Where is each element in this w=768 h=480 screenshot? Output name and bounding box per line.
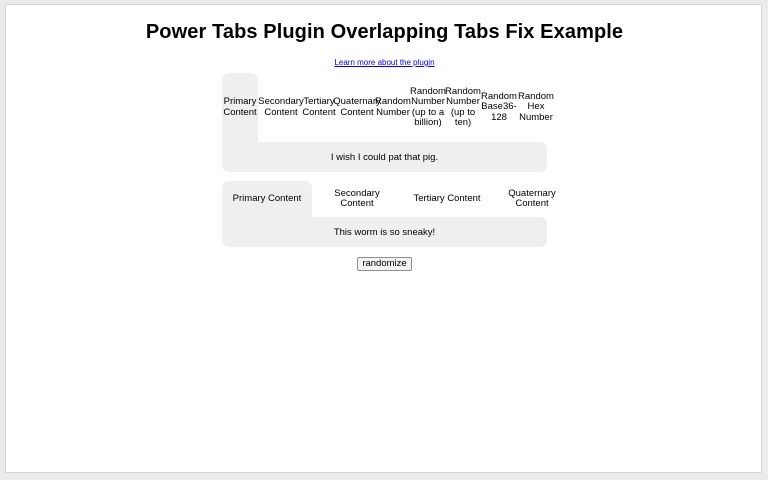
tab-quaternary-content[interactable]: Quaternary Content bbox=[333, 96, 381, 118]
tab-random-hex[interactable]: Random Hex Number bbox=[518, 90, 554, 123]
tab-panel-2: This worm is so sneaky! bbox=[222, 217, 547, 247]
tab2-tertiary-content[interactable]: Tertiary Content bbox=[413, 192, 481, 204]
tab-random-base36[interactable]: Random Base36-128 bbox=[481, 90, 517, 123]
page-container bbox=[5, 4, 762, 473]
randomize-button[interactable]: randomize bbox=[357, 257, 412, 271]
tab-group-2 bbox=[222, 181, 556, 247]
tab2-quaternary-content[interactable]: Quaternary Content bbox=[508, 187, 556, 209]
tab2-secondary-content[interactable]: Secondary Content bbox=[334, 187, 380, 209]
tab2-primary-content[interactable]: Primary Content bbox=[222, 181, 312, 217]
tab-random-number[interactable]: Random Number bbox=[375, 96, 411, 118]
tab-secondary-content[interactable]: Secondary Content bbox=[258, 96, 304, 118]
tab-random-number-billion[interactable]: Random Number (up to a billion) bbox=[410, 85, 446, 128]
tab-primary-content[interactable]: Primary Content bbox=[222, 73, 258, 142]
tab-group-1 bbox=[222, 73, 554, 172]
page-title: Power Tabs Plugin Overlapping Tabs Fix Example bbox=[145, 21, 624, 43]
tab-panel-1: I wish I could pat that pig. bbox=[222, 142, 547, 172]
tab-random-number-ten[interactable]: Random Number (up to ten) bbox=[445, 85, 481, 128]
learn-more-link[interactable]: Learn more about the plugin bbox=[334, 58, 435, 67]
tab-tertiary-content[interactable]: Tertiary Content bbox=[302, 96, 336, 118]
